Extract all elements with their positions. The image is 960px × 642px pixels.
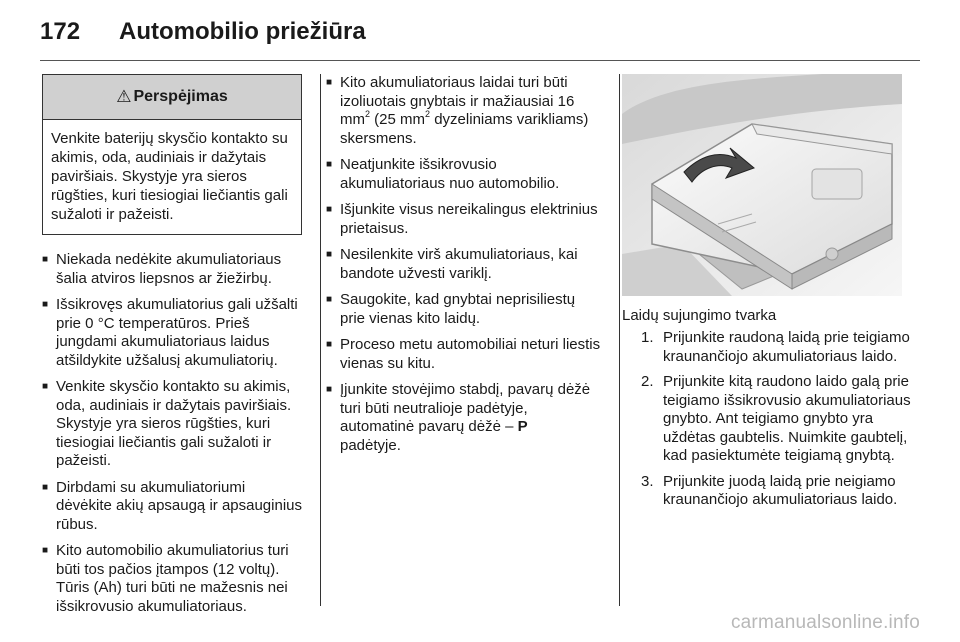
list-item: ■ Venkite skysčio kontakto su akimis, oda, audiniais ir dažytais paviršiais. Skystyje yra sieros rūgšties, kuri tiesiogiai liečiantis gali sužaloti ir pažeisti.: [42, 378, 302, 471]
list-item: ■ Išsikrovęs akumuliatorius gali užšalti prie 0 °C temperatūros. Prieš jungdami akumuliatoriaus laidus atšildykite užšalusį akumuliatorių.: [42, 296, 302, 370]
column-middle: [326, 74, 602, 455]
step-item: 1. Prijunkite raudoną laidą prie teigiamo kraunančiojo akumuliatoriaus laido.: [641, 329, 910, 365]
list-item: ■ Proceso metu automobiliai neturi liestis vienas su kitu.: [326, 336, 602, 373]
list-item: ■ Dirbdami su akumuliatoriumi dėvėkite akių apsaugą ir apsauginius rūbus.: [42, 479, 302, 535]
column-right: [622, 74, 912, 517]
page-title: Automobilio priežiūra: [119, 18, 366, 45]
list-item: ■ Neatjunkite išsikrovusio akumuliatoriaus nuo automobilio.: [326, 156, 602, 193]
page-header: [40, 18, 920, 58]
list-item: ■ Nesilenkite virš akumuliatoriaus, kai bandote užvesti variklį.: [326, 246, 602, 283]
connection-order-heading: Laidų sujungimo tvarka: [622, 307, 777, 324]
warning-title: Perspėjimas: [133, 88, 228, 105]
precautions-list: [326, 74, 602, 455]
list-item: ■ Kito akumuliatoriaus laidai turi būti izoliuotais gnybtais ir mažiausiai 16 $mm^2$ (25 $mm^2$ dyzeliniams varikliams) skersmens.: [326, 74, 602, 148]
list-item: ■ Saugokite, kad gnybtai neprisiliestų prie vienas kito laidų.: [326, 291, 602, 328]
list-item: ■ Kito automobilio akumuliatorius turi būti tos pačios įtampos (12 voltų). Tūris (Ah) turi būti ne mažesnis nei išsikrovusio akumuliatoriaus.: [42, 542, 302, 616]
list-item: ■ Išjunkite visus nereikalingus elektrinius prietaisus.: [326, 201, 602, 238]
list-item: ■ Įjunkite stovėjimo stabdį, pavarų dėžė turi būti neutralioje padėtyje, automatinė pavarų dėžė – P padėtyje.: [326, 381, 602, 455]
column-divider: [320, 74, 321, 606]
step-item: 2. Prijunkite kitą raudono laido galą prie teigiamo išsikrovusio akumuliatoriaus gnybto. Ant teigiamo gnybto yra uždėtas gaubtelis. Nuimkite gaubtelį, kad pasiektumėte teigiamą gnybtą.: [641, 373, 911, 464]
list-item: ■ Niekada nedėkite akumuliatoriaus šalia atviros liepsnos ar žiežirbų.: [42, 251, 302, 288]
safety-list: [42, 251, 302, 616]
connection-steps: [622, 329, 912, 510]
page-number: 172: [40, 18, 81, 45]
header-divider: [40, 60, 920, 61]
watermark: carmanualsonline.info: [730, 612, 920, 633]
battery-cover-illustration: [622, 74, 902, 296]
warning-text: Venkite baterijų skysčio kontakto su akimis, oda, audiniais ir dažytais paviršiais. Skystyje yra sieros rūgšties, kuri tiesiogiai liečiantis gali sužaloti ir pažeisti.: [51, 130, 288, 223]
warning-box: [42, 74, 302, 235]
step-item: 3. Prijunkite juodą laidą prie neigiamo kraunančiojo akumuliatoriaus laido.: [641, 472, 898, 508]
column-divider: [619, 74, 620, 606]
warning-header: [43, 75, 301, 120]
battery-illustration-svg: [622, 74, 902, 296]
column-left: [42, 74, 302, 616]
warning-triangle-icon: ⚠: [116, 87, 132, 106]
